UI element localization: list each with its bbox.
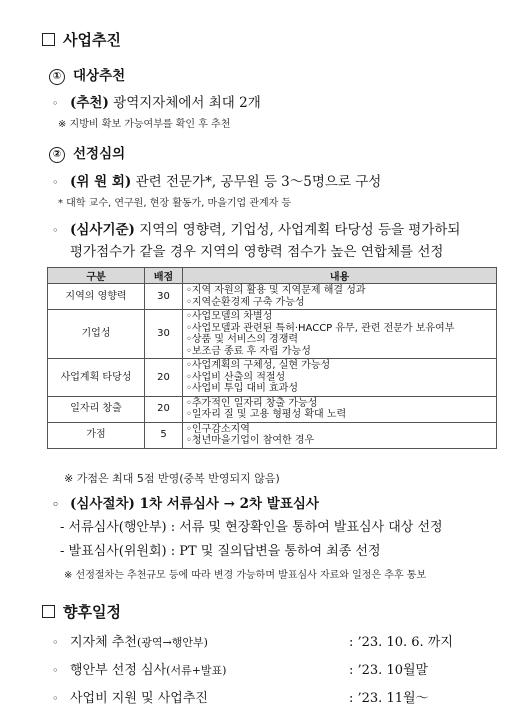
- subheading-recommend: ① 대상추천: [49, 64, 125, 85]
- subheading-review: ② 선정심의: [49, 142, 125, 163]
- schedule-item: ◦ 지자체 추천(광역→행안부): [52, 635, 208, 650]
- table-row: [48, 396, 497, 422]
- schedule-date: : ’23. 10. 6. 까지: [349, 635, 453, 650]
- committee-note: * 대학 교수, 연구원, 현장 활동가, 마을기업 관계자 등: [58, 198, 292, 209]
- number-two-icon: ②: [49, 147, 65, 163]
- criteria-table: [47, 267, 497, 449]
- circle-bullet-icon: ◦: [52, 498, 60, 511]
- bonus-note: ※ 가점은 최대 5점 반영(중복 반영되지 않음): [64, 472, 280, 485]
- number-one-icon: ①: [49, 69, 65, 85]
- row-score: 20: [145, 396, 183, 422]
- circle-bullet-icon: ◦: [52, 636, 59, 649]
- row-name: 사업계획 타당성: [48, 359, 145, 397]
- table-header-row: [48, 268, 497, 284]
- row-name: 가점: [48, 422, 145, 448]
- row-name: 일자리 창출: [48, 396, 145, 422]
- header-content: 내용: [183, 268, 497, 284]
- schedule-date: : ’23. 10월말: [349, 663, 429, 678]
- square-bullet-icon: [42, 33, 55, 46]
- row-name: 지역의 영향력: [48, 284, 145, 310]
- criteria-line-2: 평가점수가 같을 경우 지역의 영향력 점수가 높은 연합체를 선정: [70, 244, 444, 260]
- schedule-item: ◦ 사업비 지원 및 사업추진: [52, 691, 208, 706]
- row-content: ◦사업모델의 차별성 ◦사업모델과 관련된 특허·HACCP 유무, 관련 전문가 보유여부 ◦상품 및 서비스의 경쟁력 ◦보조금 종료 후 자립 가능성: [183, 310, 497, 359]
- row-score: 30: [145, 310, 183, 359]
- criteria-line: ◦ (심사기준) 지역의 영향력, 기업성, 사업계획 타당성 등을 평가하되: [52, 222, 461, 238]
- row-content: ◦인구감소지역 ◦청년마을기업이 참여한 경우: [183, 422, 497, 448]
- circle-bullet-icon: ◦: [52, 224, 59, 237]
- row-content: ◦지역 자원의 활용 및 지역문제 해결 성과 ◦지역순환경제 구축 가능성: [183, 284, 497, 310]
- procedure-note: ※ 선정절차는 추천규모 등에 따라 변경 가능하며 발표심사 자료와 일정은 추후 통보: [64, 570, 427, 581]
- schedule-date: : ’23. 11월～: [349, 691, 429, 706]
- circle-bullet-icon: ◦: [52, 97, 59, 110]
- committee-line: ◦ (위 원 회) 관련 전문가*, 공무원 등 3～5명으로 구성: [52, 174, 382, 190]
- table-row: [48, 359, 497, 397]
- row-content: ◦추가적인 일자리 창출 가능성 ◦일자리 질 및 고용 형평성 확대 노력: [183, 396, 497, 422]
- procedure-step-1: - 서류심사(행안부) : 서류 및 현장확인을 통하여 발표심사 대상 선정: [60, 520, 443, 535]
- schedule-item: ◦ 행안부 선정 심사(서류+발표): [52, 663, 227, 678]
- header-category: 구분: [48, 268, 145, 284]
- table-row: [48, 310, 497, 359]
- circle-bullet-icon: ◦: [52, 176, 59, 189]
- row-score: 30: [145, 284, 183, 310]
- section-heading-business: 사업추진: [42, 29, 121, 50]
- square-bullet-icon: [42, 605, 55, 618]
- header-score: 배점: [145, 268, 183, 284]
- table-row: [48, 422, 497, 448]
- row-score: 5: [145, 422, 183, 448]
- procedure-step-2: - 발표심사(위원회) : PT 및 질의답변을 통하여 최종 선정: [60, 544, 381, 559]
- row-name: 기업성: [48, 310, 145, 359]
- recommend-line: ◦ (추천) 광역지자체에서 최대 2개: [52, 95, 261, 111]
- table-row: [48, 284, 497, 310]
- circle-bullet-icon: ◦: [52, 664, 59, 677]
- procedure-line: ◦ (심사절차) 1차 서류심사 → 2차 발표심사: [52, 496, 319, 512]
- recommend-note: ※ 지방비 확보 가능여부를 확인 후 추천: [58, 119, 231, 130]
- row-content: ◦사업계획의 구체성, 실현 가능성 ◦사업비 산출의 적절성 ◦사업비 투입 대비 효과성: [183, 359, 497, 397]
- circle-bullet-icon: ◦: [52, 692, 59, 705]
- row-score: 20: [145, 359, 183, 397]
- section-heading-schedule: 향후일정: [42, 601, 121, 622]
